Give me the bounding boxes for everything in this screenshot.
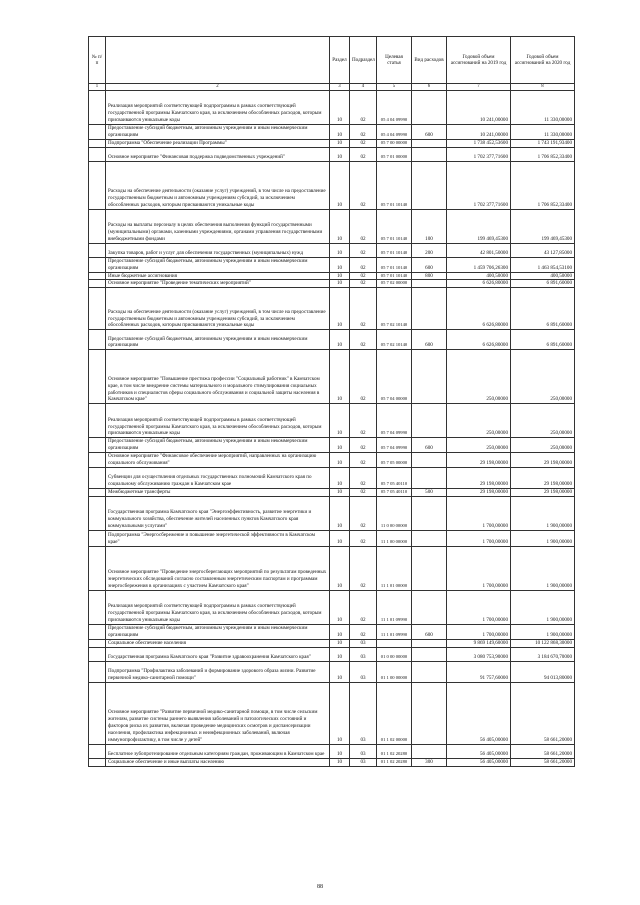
header-name — [106, 37, 330, 84]
target-article-cell: 01 0 00 00000 — [377, 647, 412, 661]
podrazdel-cell: 02 — [350, 496, 377, 530]
row-index-cell — [89, 624, 106, 639]
row-index-cell — [89, 330, 106, 350]
amount-2020-cell: 1 900,00000 — [511, 530, 575, 546]
table-row — [89, 161, 575, 209]
razdel-cell: 10 — [330, 404, 350, 438]
row-name-cell: Расходы на выплаты персоналу в целях обеспечения выполнения функций государственными (муниципальными) органами, казенными учреждениями, органами управления государственными внебюджетными фондами — [106, 209, 330, 243]
razdel-cell: 10 — [330, 758, 350, 766]
expense-type-cell — [412, 647, 447, 661]
expense-type-cell — [412, 350, 447, 404]
row-name-cell: Основное мероприятие "Финансовая поддержка подведомственных учреждений" — [106, 147, 330, 161]
row-index-cell — [89, 661, 106, 682]
row-index-cell — [89, 350, 106, 404]
row-name-cell: Основное мероприятие "Финансовое обеспечение мероприятий, направленных на организацию социального обслуживания" — [106, 453, 330, 468]
table-row — [89, 209, 575, 243]
column-number: 6 — [412, 84, 447, 91]
amount-2020-cell: 1 706 852,33400 — [511, 147, 575, 161]
table-row — [89, 272, 575, 280]
table-row — [89, 744, 575, 758]
podrazdel-cell: 02 — [350, 330, 377, 350]
razdel-cell: 10 — [330, 744, 350, 758]
row-name-cell: Расходы на обеспечение деятельности (оказание услуг) учреждений, в том числе на предоставление государственным бюджетным и автономным учреждениям субсидий, за исключением обособленных расходов, которым присваиваются уникальные коды — [106, 288, 330, 330]
expense-type-cell — [412, 546, 447, 590]
row-name-cell: Предоставление субсидий бюджетным, автономным учреждениям и иным некоммерческим организациям — [106, 330, 330, 350]
razdel-cell: 10 — [330, 546, 350, 590]
expense-type-cell — [412, 496, 447, 530]
row-name-cell: Закупка товаров, работ и услуг для обеспечения государственных (муниципальных) нужд — [106, 243, 330, 257]
column-number: 4 — [350, 84, 377, 91]
expense-type-cell — [412, 139, 447, 147]
row-index-cell — [89, 744, 106, 758]
razdel-cell: 10 — [330, 330, 350, 350]
header-podrazdel: Подраздел — [350, 37, 377, 84]
amount-2020-cell: 94 013,80000 — [511, 661, 575, 682]
amount-2020-cell: 3 184 670,70000 — [511, 647, 575, 661]
podrazdel-cell: 03 — [350, 639, 377, 647]
budget-table-container — [88, 36, 574, 767]
table-row — [89, 488, 575, 496]
razdel-cell: 10 — [330, 161, 350, 209]
expense-type-cell: 600 — [412, 257, 447, 272]
amount-2020-cell: 29 198,00000 — [511, 488, 575, 496]
target-article-cell: 05 7 05 00000 — [377, 453, 412, 468]
razdel-cell: 10 — [330, 530, 350, 546]
target-article-cell: 01 1 00 00000 — [377, 661, 412, 682]
table-row — [89, 438, 575, 453]
target-article-cell: 05 7 01 10140 — [377, 272, 412, 280]
target-article-cell: 05 7 01 10140 — [377, 161, 412, 209]
podrazdel-cell: 03 — [350, 758, 377, 766]
table-row — [89, 661, 575, 682]
row-name-cell: Предоставление субсидий бюджетным, автономным учреждениям и иным некоммерческим организациям — [106, 257, 330, 272]
expense-type-cell — [412, 530, 447, 546]
expense-type-cell: 300 — [412, 758, 447, 766]
amount-2019-cell: 6 626,80000 — [447, 330, 511, 350]
expense-type-cell — [412, 682, 447, 744]
amount-2019-cell: 56 405,00000 — [447, 744, 511, 758]
row-index-cell — [89, 488, 106, 496]
amount-2019-cell: 10 241,00000 — [447, 125, 511, 140]
amount-2020-cell: 29 198,00000 — [511, 467, 575, 488]
target-article-cell: 01 1 02 00000 — [377, 682, 412, 744]
page-number: 88 — [317, 884, 323, 890]
row-index-cell — [89, 272, 106, 280]
amount-2020-cell: 6 891,60000 — [511, 330, 575, 350]
amount-2020-cell: 1 900,00000 — [511, 590, 575, 624]
amount-2019-cell: 29 198,00000 — [447, 467, 511, 488]
row-index-cell — [89, 682, 106, 744]
target-article-cell: 05 7 02 10140 — [377, 330, 412, 350]
expense-type-cell — [412, 161, 447, 209]
row-name-cell: Социальное обеспечение и иные выплаты населению — [106, 758, 330, 766]
podrazdel-cell: 03 — [350, 744, 377, 758]
table-row — [89, 496, 575, 530]
row-name-cell: Реализация мероприятий соответствующей подпрограммы в рамках соответствующей государственной программы Камчатского края, за исключением обособленных расходов, которым присваиваются уникальные коды — [106, 590, 330, 624]
podrazdel-cell: 02 — [350, 488, 377, 496]
row-index-cell — [89, 257, 106, 272]
amount-2020-cell: 250,00000 — [511, 350, 575, 404]
row-index-cell — [89, 280, 106, 288]
target-article-cell: 05 4 04 09990 — [377, 91, 412, 125]
amount-2019-cell: 1 700,00000 — [447, 624, 511, 639]
table-row — [89, 91, 575, 125]
target-article-cell: 11 1 01 09990 — [377, 624, 412, 639]
expense-type-cell: 600 — [412, 624, 447, 639]
row-name-cell: Реализация мероприятий соответствующей подпрограммы в рамках соответствующей государственной программы Камчатского края, за исключением обособленных расходов, которым присваиваются уникальные коды — [106, 91, 330, 125]
amount-2020-cell: 10 122 868,30000 — [511, 639, 575, 647]
table-row — [89, 350, 575, 404]
expense-type-cell — [412, 639, 447, 647]
expense-type-cell: 600 — [412, 330, 447, 350]
amount-2019-cell: 9 869 149,60000 — [447, 639, 511, 647]
row-name-cell: Реализация мероприятий соответствующей подпрограммы в рамках соответствующей государственной программы Камчатского края, за исключением обособленных расходов, которым присваиваются уникальные коды — [106, 404, 330, 438]
podrazdel-cell: 02 — [350, 272, 377, 280]
row-index-cell — [89, 530, 106, 546]
amount-2019-cell: 42 801,50000 — [447, 243, 511, 257]
podrazdel-cell: 02 — [350, 438, 377, 453]
amount-2019-cell: 91 757,60000 — [447, 661, 511, 682]
target-article-cell: 01 1 02 20280 — [377, 744, 412, 758]
target-article-cell: 05 7 01 10140 — [377, 209, 412, 243]
target-article-cell: 11 1 01 00000 — [377, 546, 412, 590]
podrazdel-cell: 02 — [350, 125, 377, 140]
table-row — [89, 467, 575, 488]
table-row — [89, 647, 575, 661]
target-article-cell — [377, 639, 412, 647]
row-index-cell — [89, 758, 106, 766]
podrazdel-cell: 02 — [350, 91, 377, 125]
expense-type-cell: 600 — [412, 125, 447, 140]
razdel-cell: 10 — [330, 272, 350, 280]
podrazdel-cell: 02 — [350, 280, 377, 288]
row-index-cell — [89, 647, 106, 661]
amount-2019-cell: 400,50000 — [447, 272, 511, 280]
row-name-cell: Социальное обеспечение населения — [106, 639, 330, 647]
razdel-cell: 10 — [330, 139, 350, 147]
razdel-cell: 10 — [330, 590, 350, 624]
column-number: 5 — [377, 84, 412, 91]
expense-type-cell — [412, 661, 447, 682]
row-index-cell — [89, 639, 106, 647]
row-index-cell — [89, 125, 106, 140]
podrazdel-cell: 02 — [350, 350, 377, 404]
razdel-cell: 10 — [330, 125, 350, 140]
amount-2020-cell: 43 127,85000 — [511, 243, 575, 257]
table-row — [89, 453, 575, 468]
target-article-cell: 05 7 01 10140 — [377, 243, 412, 257]
razdel-cell: 10 — [330, 438, 350, 453]
target-article-cell: 01 1 02 20280 — [377, 758, 412, 766]
table-row — [89, 639, 575, 647]
target-article-cell: 11 1 00 00000 — [377, 530, 412, 546]
podrazdel-cell: 02 — [350, 243, 377, 257]
amount-2019-cell: 1 700,00000 — [447, 590, 511, 624]
row-name-cell: Подпрограмма "Энергосбережение и повышение энергетической эффективности в Камчатском крае" — [106, 530, 330, 546]
amount-2020-cell: 58 661,20000 — [511, 682, 575, 744]
header-num: № п/п — [89, 37, 106, 84]
table-row — [89, 758, 575, 766]
target-article-cell: 05 7 00 00000 — [377, 139, 412, 147]
row-index-cell — [89, 288, 106, 330]
header-razdel: Раздел — [330, 37, 350, 84]
podrazdel-cell: 02 — [350, 590, 377, 624]
table-row — [89, 257, 575, 272]
table-body — [89, 91, 575, 767]
header-2020-amount: Годовой объем ассигнований на 2020 год — [511, 37, 575, 84]
target-article-cell: 05 7 04 09990 — [377, 438, 412, 453]
amount-2019-cell: 1 700,00000 — [447, 496, 511, 530]
column-number: 2 — [106, 84, 330, 91]
amount-2020-cell: 250,00000 — [511, 404, 575, 438]
amount-2019-cell: 6 626,80000 — [447, 288, 511, 330]
expense-type-cell: 600 — [412, 438, 447, 453]
amount-2019-cell: 56 405,00000 — [447, 758, 511, 766]
razdel-cell: 10 — [330, 639, 350, 647]
expense-type-cell: 100 — [412, 209, 447, 243]
podrazdel-cell: 02 — [350, 624, 377, 639]
table-row — [89, 590, 575, 624]
target-article-cell: 11 1 01 09990 — [377, 590, 412, 624]
column-number: 1 — [89, 84, 106, 91]
amount-2019-cell: 199 469,45300 — [447, 209, 511, 243]
podrazdel-cell: 02 — [350, 404, 377, 438]
row-index-cell — [89, 453, 106, 468]
row-name-cell: Иные бюджетные ассигнования — [106, 272, 330, 280]
amount-2020-cell: 1 900,00000 — [511, 624, 575, 639]
amount-2019-cell: 1 702 377,71600 — [447, 147, 511, 161]
target-article-cell: 11 0 00 00000 — [377, 496, 412, 530]
header-row — [89, 37, 575, 84]
amount-2020-cell: 1 743 191,93400 — [511, 139, 575, 147]
podrazdel-cell: 02 — [350, 257, 377, 272]
column-number: 7 — [447, 84, 511, 91]
expense-type-cell — [412, 280, 447, 288]
razdel-cell: 10 — [330, 496, 350, 530]
row-name-cell: Подпрограмма "Профилактика заболеваний и формирование здорового образа жизни. Развитие первичной медико-санитарной помощи" — [106, 661, 330, 682]
podrazdel-cell: 02 — [350, 288, 377, 330]
row-index-cell — [89, 496, 106, 530]
razdel-cell: 10 — [330, 647, 350, 661]
amount-2019-cell: 1 738 452,53600 — [447, 139, 511, 147]
expense-type-cell — [412, 590, 447, 624]
amount-2020-cell: 6 891,60000 — [511, 288, 575, 330]
razdel-cell: 10 — [330, 280, 350, 288]
row-name-cell: Предоставление субсидий бюджетным, автономным учреждениям и иным некоммерческим организациям — [106, 125, 330, 140]
table-row — [89, 125, 575, 140]
row-name-cell: Расходы на обеспечение деятельности (оказание услуг) учреждений, в том числе на предоставление государственным бюджетным и автономным учреждениям субсидий, за исключением обособленных расходов, которым присваиваются уникальные коды — [106, 161, 330, 209]
row-index-cell — [89, 139, 106, 147]
amount-2020-cell: 6 891,60000 — [511, 280, 575, 288]
amount-2019-cell: 250,00000 — [447, 350, 511, 404]
expense-type-cell — [412, 467, 447, 488]
amount-2020-cell: 1 900,00000 — [511, 496, 575, 530]
amount-2019-cell: 56 405,00000 — [447, 682, 511, 744]
amount-2020-cell: 58 661,20000 — [511, 758, 575, 766]
row-index-cell — [89, 438, 106, 453]
table-row — [89, 288, 575, 330]
row-name-cell: Основное мероприятие "Проведение энергосберегающих мероприятий по результатам проведенных энергетических обследований согласно составленным энергетическим паспортам и программам энергосбережения в организациях с участием Камчатского края" — [106, 546, 330, 590]
amount-2019-cell: 29 198,00000 — [447, 453, 511, 468]
podrazdel-cell: 03 — [350, 647, 377, 661]
row-name-cell: Государственная программа Камчатского края "Развитие здравоохранения Камчатского края" — [106, 647, 330, 661]
amount-2020-cell: 199 469,45300 — [511, 209, 575, 243]
amount-2019-cell: 1 459 706,26300 — [447, 257, 511, 272]
target-article-cell: 05 7 05 40110 — [377, 467, 412, 488]
razdel-cell: 10 — [330, 467, 350, 488]
target-article-cell: 05 7 01 10140 — [377, 257, 412, 272]
amount-2020-cell: 1 463 854,53100 — [511, 257, 575, 272]
razdel-cell: 10 — [330, 288, 350, 330]
row-index-cell — [89, 91, 106, 125]
amount-2020-cell: 1 900,00000 — [511, 546, 575, 590]
table-row — [89, 404, 575, 438]
table-row — [89, 682, 575, 744]
expense-type-cell — [412, 147, 447, 161]
target-article-cell: 05 7 04 00000 — [377, 350, 412, 404]
table-row — [89, 530, 575, 546]
target-article-cell: 05 7 02 00000 — [377, 280, 412, 288]
expense-type-cell: 200 — [412, 243, 447, 257]
amount-2020-cell: 11 330,00000 — [511, 91, 575, 125]
podrazdel-cell: 02 — [350, 139, 377, 147]
podrazdel-cell: 02 — [350, 147, 377, 161]
amount-2020-cell: 400,50000 — [511, 272, 575, 280]
row-index-cell — [89, 404, 106, 438]
expense-type-cell — [412, 91, 447, 125]
amount-2019-cell: 250,00000 — [447, 438, 511, 453]
row-name-cell: Бесплатное зубопротезирование отдельным категориям граждан, проживающим в Камчатском крае — [106, 744, 330, 758]
amount-2019-cell: 1 700,00000 — [447, 530, 511, 546]
target-article-cell: 05 7 04 09990 — [377, 404, 412, 438]
row-name-cell: Подпрограмма "Обеспечение реализации Программы" — [106, 139, 330, 147]
expense-type-cell — [412, 404, 447, 438]
row-index-cell — [89, 161, 106, 209]
expense-type-cell — [412, 288, 447, 330]
target-article-cell: 05 7 01 00000 — [377, 147, 412, 161]
podrazdel-cell: 03 — [350, 661, 377, 682]
podrazdel-cell: 02 — [350, 161, 377, 209]
podrazdel-cell: 02 — [350, 530, 377, 546]
razdel-cell: 10 — [330, 91, 350, 125]
column-number: 8 — [511, 84, 575, 91]
razdel-cell: 10 — [330, 488, 350, 496]
razdel-cell: 10 — [330, 682, 350, 744]
expense-type-cell: 800 — [412, 272, 447, 280]
expense-type-cell — [412, 453, 447, 468]
amount-2020-cell: 11 330,00000 — [511, 125, 575, 140]
row-name-cell: Субвенции для осуществления отдельных государственных полномочий Камчатского края по социальному обслуживанию граждан в Камчатском крае — [106, 467, 330, 488]
row-index-cell — [89, 467, 106, 488]
amount-2019-cell: 1 700,00000 — [447, 546, 511, 590]
amount-2019-cell: 3 080 753,90000 — [447, 647, 511, 661]
amount-2019-cell: 29 198,00000 — [447, 488, 511, 496]
razdel-cell: 10 — [330, 624, 350, 639]
expense-type-cell — [412, 744, 447, 758]
amount-2019-cell: 10 241,00000 — [447, 91, 511, 125]
row-name-cell: Государственная программа Камчатского края "Энергоэффективность, развитие энергетики и коммунального хозяйства, обеспечение жителей населенных пунктов Камчатского края коммунальными услугами" — [106, 496, 330, 530]
podrazdel-cell: 02 — [350, 467, 377, 488]
row-name-cell: Основное мероприятие "Повышение престижа профессии "Социальный работник" в Камчатском крае, в том числе внедрение системы материального и морального стимулирования социальных работников и специалистов сферы социального обслуживания и социальной защиты населения в Камчатском крае" — [106, 350, 330, 404]
row-index-cell — [89, 590, 106, 624]
row-name-cell: Предоставление субсидий бюджетным, автономным учреждениям и иным некоммерческим организациям — [106, 438, 330, 453]
podrazdel-cell: 02 — [350, 546, 377, 590]
row-index-cell — [89, 546, 106, 590]
razdel-cell: 10 — [330, 147, 350, 161]
expense-type-cell: 500 — [412, 488, 447, 496]
header-2019-amount: Годовой объем ассигнований на 2019 год — [447, 37, 511, 84]
table-row — [89, 624, 575, 639]
row-name-cell: Основное мероприятие "Развитие первичной медико-санитарной помощи, в том числе сельским жителям, развитие системы раннего выявления заболеваний и патологических состояний и факторов риска их развития, включая проведение медицинских осмотров и диспансеризации населения, профилактика инфекционных и неинфекционных заболеваний, включая иммунопрофилактику, в том числе у детей" — [106, 682, 330, 744]
header-target-article: Целевая статья — [377, 37, 412, 84]
table-row — [89, 280, 575, 288]
row-name-cell: Основное мероприятие "Проведение тематических мероприятий" — [106, 280, 330, 288]
target-article-cell: 05 7 02 10140 — [377, 288, 412, 330]
target-article-cell: 05 4 04 09990 — [377, 125, 412, 140]
amount-2020-cell: 58 661,20000 — [511, 744, 575, 758]
budget-table — [88, 36, 575, 767]
amount-2019-cell: 250,00000 — [447, 404, 511, 438]
row-name-cell: Предоставление субсидий бюджетным, автономным учреждениям и иным некоммерческим организациям — [106, 624, 330, 639]
amount-2019-cell: 6 626,80000 — [447, 280, 511, 288]
row-name-cell: Межбюджетные трансферты — [106, 488, 330, 496]
amount-2020-cell: 250,00000 — [511, 438, 575, 453]
amount-2019-cell: 1 702 377,71600 — [447, 161, 511, 209]
razdel-cell: 10 — [330, 243, 350, 257]
header-expense-type: Вид расходов — [412, 37, 447, 84]
razdel-cell: 10 — [330, 661, 350, 682]
table-row — [89, 139, 575, 147]
amount-2020-cell: 29 198,00000 — [511, 453, 575, 468]
podrazdel-cell: 02 — [350, 209, 377, 243]
razdel-cell: 10 — [330, 257, 350, 272]
podrazdel-cell: 02 — [350, 453, 377, 468]
table-row — [89, 243, 575, 257]
razdel-cell: 10 — [330, 350, 350, 404]
row-index-cell — [89, 147, 106, 161]
amount-2020-cell: 1 706 852,33400 — [511, 161, 575, 209]
target-article-cell: 05 7 05 40110 — [377, 488, 412, 496]
table-row — [89, 546, 575, 590]
row-index-cell — [89, 209, 106, 243]
table-row — [89, 330, 575, 350]
table-row — [89, 147, 575, 161]
row-index-cell — [89, 243, 106, 257]
podrazdel-cell: 03 — [350, 682, 377, 744]
column-number-row — [89, 84, 575, 91]
razdel-cell: 10 — [330, 209, 350, 243]
column-number: 3 — [330, 84, 350, 91]
razdel-cell: 10 — [330, 453, 350, 468]
